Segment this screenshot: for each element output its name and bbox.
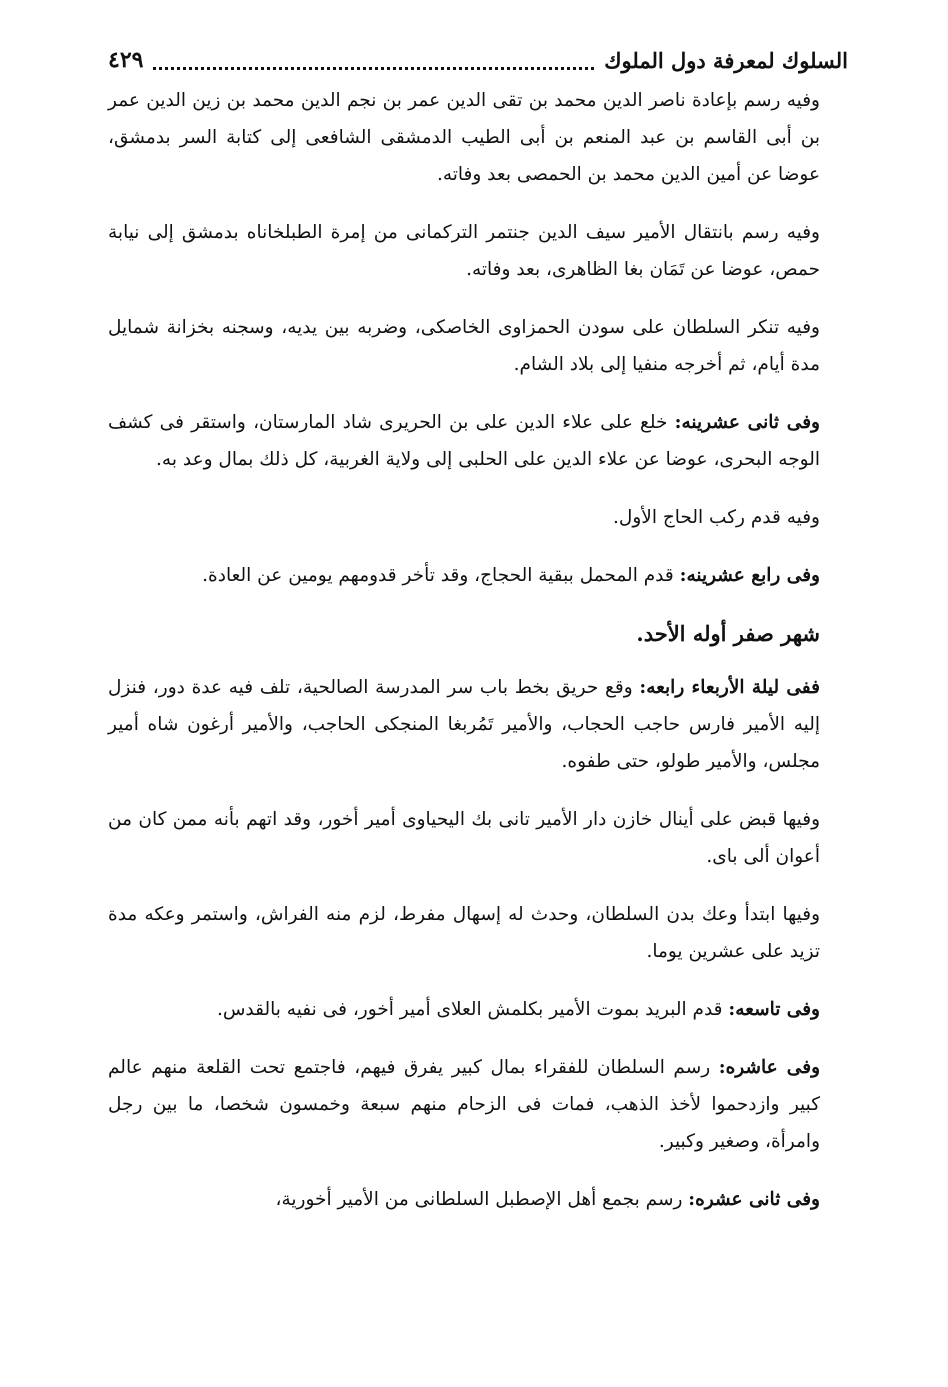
paragraph <box>108 82 848 193</box>
paragraph <box>108 499 848 536</box>
paragraph-lead: وفى رابع عشرينه: <box>679 565 820 586</box>
paragraph <box>108 1049 848 1160</box>
page-body <box>108 82 848 1239</box>
paragraph-text: وفيه قدم ركب الحاج الأول. <box>613 507 820 528</box>
paragraph-text: قدم المحمل ببقية الحجاج، وقد تأخر قدومهم يومين عن العادة. <box>202 565 680 586</box>
paragraph-text: خلع على علاء الدين على بن الحريرى شاد المارستان، واستقر فى كشف الوجه البحرى، عوضا عن علاء الدين على الحلبى إلى ولاية الغربية، كل ذلك بمال وعد به. <box>108 412 820 470</box>
paragraph <box>108 1181 848 1218</box>
paragraph <box>108 309 848 383</box>
paragraph <box>108 214 848 288</box>
paragraph-lead: ففى ليلة الأربعاء رابعه: <box>639 677 820 698</box>
paragraph-lead: وفى ثانى عشره: <box>688 1189 820 1210</box>
paragraph <box>108 896 848 970</box>
paragraph-lead: وفى عاشره: <box>718 1057 821 1078</box>
header-dot-leader <box>153 67 594 70</box>
paragraph-text: وفيها قبض على أينال خازن دار الأمير تانى بك اليحياوى أمير أخور، وقد اتهم بأنه ممن كان من أعوان ألى باى. <box>108 809 820 867</box>
paragraph <box>108 669 848 780</box>
paragraph-text: وفيه رسم بإعادة ناصر الدين محمد بن تقى الدين عمر بن نجم الدين محمد بن زين الدين عمر بن أبى القاسم بن عبد المنعم بن أبى الطيب الدمشقى الشافعى إلى كتابة السر بدمشق، عوضا عن أمين الدين محمد بن الحمصى بعد وفاته. <box>108 90 820 185</box>
paragraph <box>108 801 848 875</box>
page-number: ٤٢٩ <box>108 47 144 73</box>
paragraph-text: رسم السلطان للفقراء بمال كبير يفرق فيهم، فاجتمع تحت القلعة منهم عالم كبير وازدحموا لأخذ الذهب، فمات فى الزحام منهم سبعة وخمسون شخصا، ما بين رجل وامرأة، وصغير وكبير. <box>108 1057 820 1152</box>
paragraph-text: وفيها ابتدأ وعك بدن السلطان، وحدث له إسهال مفرط، لزم منه الفراش، واستمر وعكه مدة تزيد على عشرين يوما. <box>108 904 820 962</box>
header-title: السلوك لمعرفة دول الملوك <box>604 47 848 73</box>
paragraph-text: قدم البريد بموت الأمير بكلمش العلاى أمير أخور، فى نفيه بالقدس. <box>216 999 729 1020</box>
paragraph-lead: وفى تاسعه: <box>728 999 820 1020</box>
paragraph-lead: وفى ثانى عشرينه: <box>674 412 820 433</box>
running-header <box>108 40 848 80</box>
paragraph-text: وقع حريق بخط باب سر المدرسة الصالحية، تلف فيه عدة دور، فنزل إليه الأمير فارس حاجب الحجاب، والأمير تَمُربغا المنجكى الحاجب، والأمير أرغون شاه أمير مجلس، والأمير طولو، حتى طفوه. <box>108 677 820 772</box>
paragraph-text: رسم بجمع أهل الإصطبل السلطانى من الأمير أخورية، <box>275 1189 689 1210</box>
paragraph <box>108 991 848 1028</box>
paragraph <box>108 557 848 594</box>
month-heading: شهر صفر أوله الأحد. <box>636 621 820 646</box>
paragraph <box>108 404 848 478</box>
paragraph-text: وفيه رسم بانتقال الأمير سيف الدين جنتمر التركمانى من إمرة الطبلخاناه بدمشق إلى نيابة حمص، عوضا عن تَمَان بغا الظاهرى، بعد وفاته. <box>108 222 820 280</box>
paragraph-text: وفيه تنكر السلطان على سودن الحمزاوى الخاصكى، وضربه بين يديه، وسجنه بخزانة شمايل مدة أيام، ثم أخرجه منفيا إلى بلاد الشام. <box>108 317 820 375</box>
